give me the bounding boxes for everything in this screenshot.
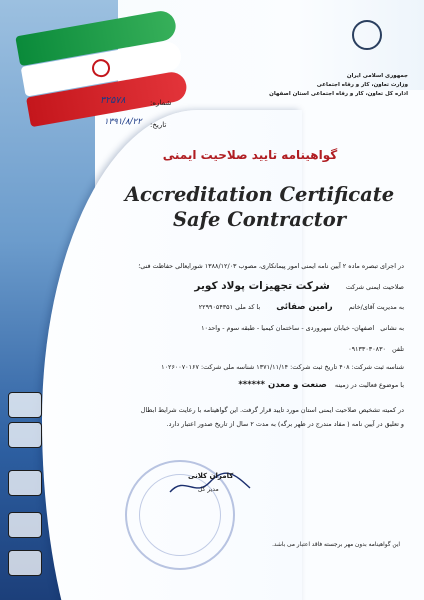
commission-line-1: در کمیته تشخیص صلاحیت ایمنی استان مورد تایید قرار گرفت. این گواهینامه با رعایت شرایط ابطال [140,406,404,414]
address-value: اصفهان- خیابان سهروردی - ساختمان کیمیا - طبقه سوم - واحد۱۰ [201,324,375,332]
title-english-line1: Accreditation Certificate [124,183,395,206]
ministry-emblem-icon [352,20,382,50]
number-label: شماره: [150,99,172,107]
header-republic: جمهوری اسلامی ایران [346,73,408,79]
header-directorate: اداره کل تعاون، کار و رفاه اجتماعی استان اصفهان [269,91,408,97]
manager-name: رامین صفائی [276,302,333,312]
activity-value: صنعت و معدن ****** [238,380,327,390]
registration-row: شناسه ثبت شرکت: ۴۰۸ تاریخ ثبت شرکت: ۱۳۷۱/۱۱/۱۴ شناسه ملی شرکت: ۱۰۲۶۰۰۷۰۱۶۷ [161,363,404,371]
flag-emblem-icon [91,58,112,79]
national-code: ۲۲۹۹۰۵۴۳۵۱ [198,303,234,311]
company-label: صلاحیت ایمنی شرکت [345,283,404,291]
phone-value: ۰۹۱۳۳۰۳۰۸۳۰ [348,345,386,353]
manager-row [199,302,404,312]
signatory-title: مدیر کل [198,486,219,493]
address-label: به نشانی [380,324,404,332]
signatory-name: کامران کلانی [188,472,234,480]
number-value: ۳۲۵۷۸ [100,95,126,106]
header-ministry: وزارت تعاون، کار و رفاه اجتماعی [316,82,408,88]
date-label: تاریخ: [150,121,167,129]
company-row [194,280,404,292]
national-code-label: با کد ملی [235,303,261,311]
side-logo-2 [8,422,42,448]
activity-row [238,380,404,390]
company-name: شرکت تجهیزات پولاد کویر [194,280,330,292]
phone-label: تلفن [392,345,404,353]
title-english-line2: Safe Contractor [172,208,347,231]
side-logo-3 [8,470,42,496]
manager-label: به مدیریت آقای/خانم [348,303,404,311]
activity-label: با موضوع فعالیت در زمینه [334,381,404,389]
date-value: ۱۳۹۱/۸/۲۲ [104,117,142,127]
commission-line-2: و تعلیق در آیین نامه ( مفاد مندرج در ظهر برگه) به مدت ۲ سال از تاریخ صدور اعتبار دارد. [166,420,404,428]
address-row [201,324,404,332]
intro-text: در اجرای تبصره ماده ۲ آیین نامه ایمنی امور پیمانکاری، مصوب ۱۳۸۸/۱۲/۰۳ شورایعالی حفاظت فنی؛ [138,262,404,270]
side-logo-1 [8,392,42,418]
title-persian: گواهینامه تایید صلاحیت ایمنی [162,148,338,162]
side-logo-5 [8,550,42,576]
phone-row [348,345,404,353]
footer-note: این گواهینامه بدون مهر برجسته فاقد اعتبار می باشد. [272,542,400,548]
side-logo-4 [8,512,42,538]
